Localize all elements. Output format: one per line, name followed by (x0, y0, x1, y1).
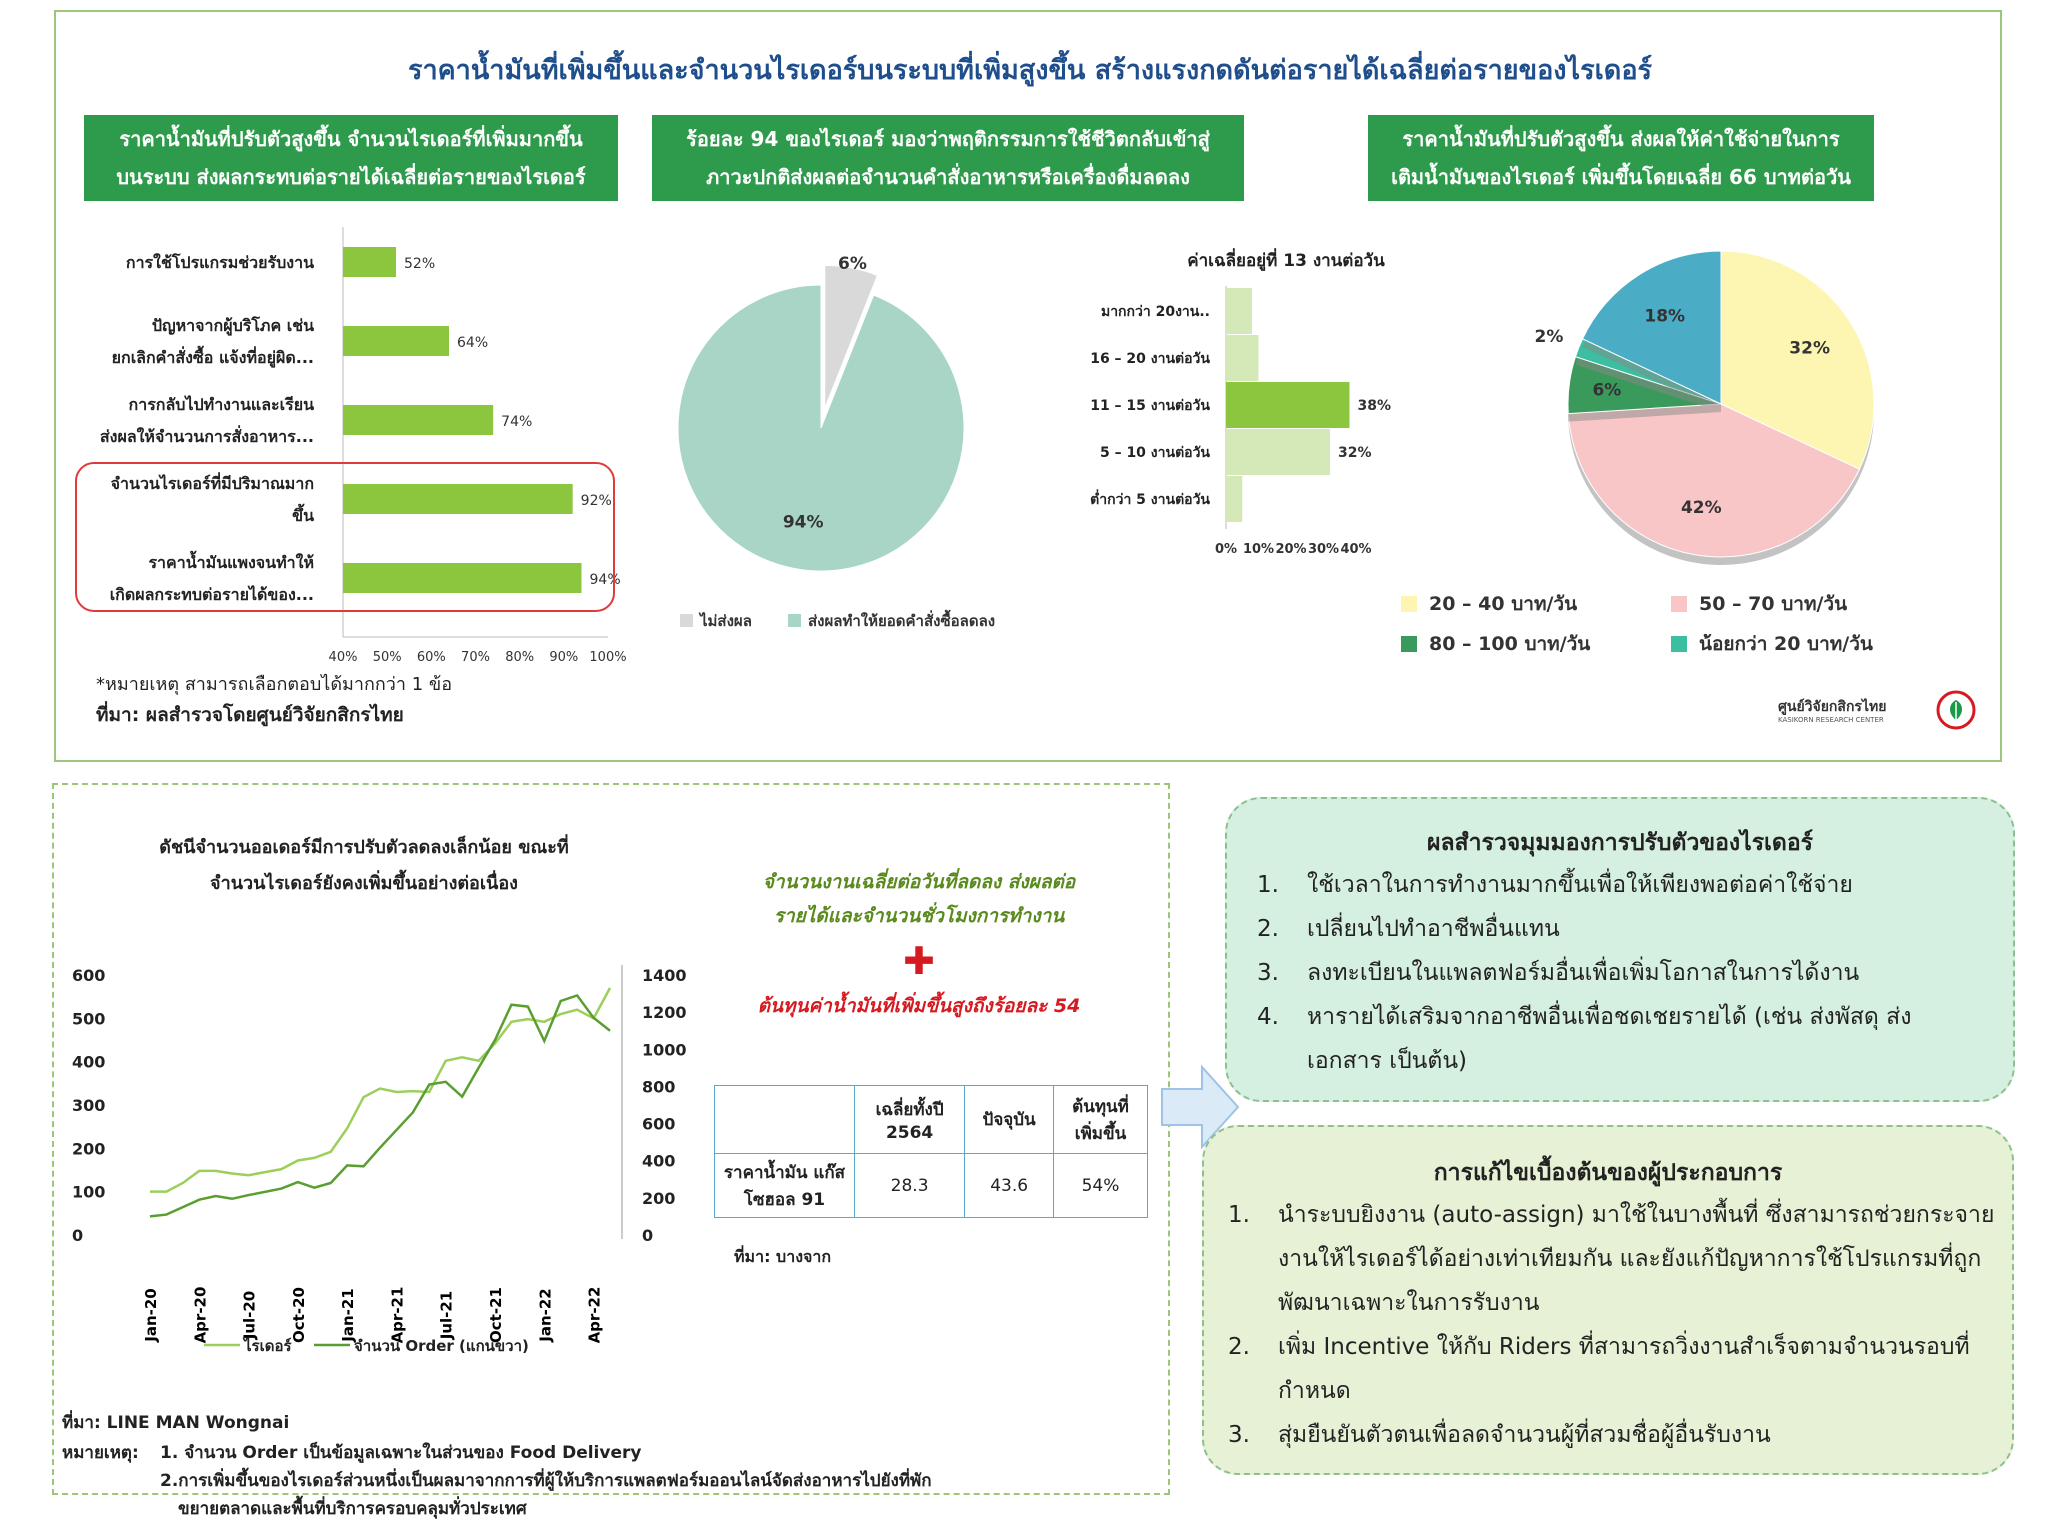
table-header-cell (855, 1086, 965, 1154)
legend-swatch (1401, 636, 1417, 652)
x-tick-label: 80% (505, 650, 535, 665)
legend-item (1671, 589, 1847, 619)
bar (343, 247, 396, 277)
x-tick-label: 0% (1214, 542, 1238, 557)
legend-label: ไรเดอร์ (244, 1337, 292, 1355)
table-row (715, 1154, 1148, 1218)
x-tick-label: 90% (549, 650, 579, 665)
operator-solutions-title: การแก้ไขเบื้องต้นของผู้ประกอบการ (1433, 1160, 1783, 1186)
list-text: หารายได้เสริมจากอาชีพอื่นเพื่อชดเชยรายได้ (เช่น ส่งพัสดุ ส่ง (1307, 1004, 1912, 1030)
slice-value-label: 6% (1592, 380, 1622, 401)
source-note: ที่มา: ผลสำรวจโดยศูนย์วิจัยกสิกรไทย (96, 704, 404, 726)
legend-label: 20 – 40 บาท/วัน (1429, 593, 1578, 615)
list-item (1228, 1325, 1998, 1369)
list-item-continued (1257, 1039, 1997, 1083)
list-item (1257, 863, 1997, 907)
legend-label: ไม่ส่งผล (700, 612, 752, 630)
x-tick-label: Apr-20 (191, 1286, 210, 1344)
category-label: การใช้โปรแกรมช่วยรับงาน (125, 253, 314, 272)
heading-box-2-line2: ภาวะปกติส่งผลต่อจำนวนคำสั่งอาหารหรือเครื่องดื่มลดลง (706, 165, 1190, 189)
cost-line-3: ต้นทุนค่าน้ำมันที่เพิ่มขึ้นสูงถึงร้อยละ 54 (757, 995, 1081, 1017)
bar (343, 326, 449, 356)
y-left-tick-label: 500 (72, 1009, 106, 1029)
heading-box-1-line1: ราคาน้ำมันที่ปรับตัวสูงขึ้น จำนวนไรเดอร์ที่เพิ่มมากขึ้น (119, 127, 583, 151)
y-right-tick-label: 800 (642, 1077, 676, 1097)
row-label-cell (715, 1154, 855, 1218)
legend-swatch (1401, 596, 1417, 612)
category-label: ยกเลิกคำสั่งซื้อ แจ้งที่อยู่ผิด... (111, 348, 314, 367)
x-tick-label: 30% (1307, 542, 1340, 557)
bar (1226, 382, 1350, 428)
bar (343, 563, 582, 593)
list-text: เปลี่ยนไปทำอาชีพอื่นแทน (1307, 916, 1560, 942)
operator-solutions-list (1228, 1193, 1998, 1457)
x-tick-label: 10% (1242, 542, 1275, 557)
x-tick-label: 60% (416, 650, 446, 665)
y-right-tick-label: 0 (642, 1226, 654, 1245)
category-label: มากกว่า 20งาน.. (1100, 304, 1210, 320)
slice-value-label: 6% (838, 253, 867, 274)
header-text: เพิ่มขึ้น (1074, 1123, 1127, 1144)
header-text: ปัจจุบัน (982, 1110, 1036, 1130)
kasikorn-logo (1778, 690, 1978, 740)
category-label: ปัญหาจากผู้บริโภค เช่น (151, 316, 314, 335)
header-text: ต้นทุนที่ (1072, 1096, 1129, 1117)
legend-swatch (1671, 596, 1687, 612)
footnote: *หมายเหตุ สามารถเลือกตอบได้มากกว่า 1 ข้อ (96, 674, 453, 695)
list-item (1257, 951, 1997, 995)
y-left-tick-label: 100 (72, 1182, 106, 1202)
x-tick-label: 100% (589, 650, 627, 665)
fuel-price-table (714, 1085, 1148, 1218)
leaf-logo-icon (1936, 690, 1976, 730)
category-label: ราคาน้ำมันแพงจนทำให้ (148, 553, 314, 572)
list-number: 2. (1257, 916, 1279, 942)
page-title: ราคาน้ำมันที่เพิ่มขึ้นและจำนวนไรเดอร์บนระบบที่เพิ่มสูงขึ้น สร้างแรงกดดันต่อรายได้เฉลี่ยต่อรายของไรเดอร์ (407, 55, 1653, 86)
cost-callout (704, 865, 1134, 1023)
heading-box-2-line1: ร้อยละ 94 ของไรเดอร์ มองว่าพฤติกรรมการใช้ชีวิตกลับเข้าสู่ (686, 127, 1210, 151)
legend-item (1671, 629, 1873, 659)
list-text: ลงทะเบียนในแพลตฟอร์มอื่นเพื่อเพิ่มโอกาสในการได้งาน (1307, 960, 1860, 986)
y-left-tick-label: 600 (72, 966, 106, 985)
bar-value-label: 38% (1357, 398, 1392, 414)
row-label-text: ราคาน้ำมัน แก๊ส (723, 1162, 846, 1183)
plus-icon: ✚ (903, 939, 935, 983)
bar (1226, 476, 1242, 522)
operator-solutions-box (1202, 1125, 2014, 1475)
list-text: งานให้ไรเดอร์ได้อย่างเท่าเทียมกัน และยังแก้ปัญหาการใช้โปรแกรมที่ถูก (1278, 1246, 1982, 1272)
list-text: เอกสาร เป็นต้น) (1307, 1048, 1468, 1074)
x-tick-label: 50% (372, 650, 402, 665)
line-note-1: 1. จำนวน Order เป็นข้อมูลเฉพาะในส่วนของ Food Delivery (160, 1443, 642, 1463)
legend-label: ส่งผลทำให้ยอดคำสั่งซื้อลดลง (808, 612, 996, 630)
legend-swatch (680, 614, 693, 627)
header-text: 2564 (885, 1123, 934, 1143)
line-note-3: ขยายตลาดและพื้นที่บริการครอบคลุมทั่วประเทศ (178, 1499, 527, 1519)
table-cell: 54% (1054, 1154, 1148, 1218)
list-number: 2. (1228, 1334, 1250, 1360)
x-tick-label: Oct-21 (487, 1287, 505, 1343)
line-note-label: หมายเหตุ: (62, 1443, 139, 1463)
list-text: พัฒนาเฉพาะในการรับงาน (1278, 1290, 1540, 1316)
x-tick-label: Apr-22 (585, 1286, 604, 1344)
category-label: จำนวนไรเดอร์ที่มีปริมาณมาก (110, 474, 314, 493)
cost-line-1: จำนวนงานเฉลี่ยต่อวันที่ลดลง ส่งผลต่อ (762, 871, 1076, 893)
heading-box-3-line2: เติมน้ำมันของไรเดอร์ เพิ่มขึ้นโดยเฉลี่ย 66 บาทต่อวัน (1391, 165, 1851, 189)
bar-value-label: 32% (1338, 445, 1372, 461)
heading-box-2 (652, 115, 1244, 201)
riders-orders-line-chart (54, 805, 687, 1415)
category-label: การกลับไปทำงานและเรียน (128, 395, 314, 414)
list-number: 3. (1257, 960, 1279, 986)
bar-value-label: 74% (501, 414, 533, 430)
y-right-tick-label: 600 (642, 1114, 676, 1134)
bottom-left-panel (52, 783, 1170, 1519)
list-text: นำระบบยิงงาน (auto-assign) มาใช้ในบางพื้นที่ ซึ่งสามารถช่วยกระจาย (1278, 1202, 1995, 1228)
x-tick-label: Apr-21 (388, 1286, 407, 1344)
x-tick-label: Jan-22 (536, 1288, 555, 1342)
list-item (1228, 1193, 1998, 1237)
series-line (150, 988, 610, 1192)
line-note-2: 2.การเพิ่มขึ้นของไรเดอร์ส่วนหนึ่งเป็นผลมาจากการที่ผู้ให้บริการแพลตฟอร์มออนไลน์จัดส่งอาหารไปยังที่พัก (160, 1471, 932, 1491)
bar (1226, 288, 1252, 334)
header-text: เฉลี่ยทั้งปี (875, 1100, 944, 1120)
rider-adaptation-title: ผลสำรวจมุมมองการปรับตัวของไรเดอร์ (1426, 830, 1814, 856)
y-right-tick-label: 400 (642, 1151, 676, 1171)
table-corner-cell (715, 1086, 855, 1154)
cost-line-2: รายได้และจำนวนชั่วโมงการทำงาน (773, 905, 1065, 927)
bar (343, 405, 493, 435)
table-header-cell (1054, 1086, 1148, 1154)
legend-swatch (788, 614, 801, 627)
list-text: ใช้เวลาในการทำงานมากขึ้นเพื่อให้เพียงพอต่อค่าใช้จ่าย (1307, 872, 1853, 898)
y-right-tick-label: 1400 (642, 966, 687, 985)
legend-label: 50 – 70 บาท/วัน (1699, 593, 1848, 615)
table-header-cell (965, 1086, 1054, 1154)
chart-title: ดัชนีจำนวนออเดอร์มีการปรับตัวลดลงเล็กน้อย ขณะที่ (159, 837, 569, 858)
list-text: เพิ่ม Incentive ให้กับ Riders ที่สามารถวิ่งงานสำเร็จตามจำนวนรอบที่ (1278, 1334, 1970, 1360)
bar (1226, 335, 1259, 381)
x-tick-label: 20% (1275, 542, 1307, 557)
list-number: 4. (1257, 1004, 1279, 1030)
legend-label: 80 – 100 บาท/วัน (1429, 633, 1591, 655)
heading-box-1-line2: บนระบบ ส่งผลกระทบต่อรายได้เฉลี่ยต่อรายของไรเดอร์ (116, 165, 586, 189)
heading-box-3-line1: ราคาน้ำมันที่ปรับตัวสูงขึ้น ส่งผลให้ค่าใช้จ่ายในการ (1402, 127, 1840, 151)
list-number: 3. (1228, 1422, 1250, 1448)
y-right-tick-label: 1200 (642, 1003, 687, 1023)
cost-source: ที่มา: บางจาก (734, 1247, 832, 1266)
rider-adaptation-list (1257, 863, 1997, 1083)
y-left-tick-label: 300 (72, 1096, 106, 1115)
bar-value-label: 94% (589, 572, 621, 588)
table-header-row (715, 1086, 1148, 1154)
list-item (1257, 995, 1997, 1039)
category-label: ต่ำกว่า 5 งานต่อวัน (1090, 492, 1210, 508)
category-label: ส่งผลให้จำนวนการสั่งอาหาร... (99, 427, 314, 446)
x-tick-label: Jan-21 (339, 1288, 358, 1342)
logo-subtext: KASIKORN RESEARCH CENTER (1778, 716, 1884, 724)
x-tick-label: Jul-21 (437, 1290, 456, 1340)
slice-value-label: 42% (1680, 498, 1722, 519)
chart-title: จำนวนไรเดอร์ยังคงเพิ่มขึ้นอย่างต่อเนื่อง (210, 873, 518, 894)
rider-adaptation-box (1225, 797, 2015, 1102)
y-left-tick-label: 0 (72, 1226, 84, 1245)
slice-value-label: 18% (1644, 306, 1686, 327)
legend-item (1401, 589, 1577, 619)
list-item-continued (1228, 1281, 1998, 1325)
slice-value-label: 94% (782, 512, 824, 533)
category-label: 5 – 10 งานต่อวัน (1099, 445, 1210, 461)
bar-value-label: 92% (580, 493, 612, 509)
slice-value-label: 2% (1534, 326, 1564, 347)
list-number: 1. (1228, 1202, 1250, 1228)
category-label: 16 – 20 งานต่อวัน (1090, 351, 1210, 367)
legend-label: น้อยกว่า 20 บาท/วัน (1699, 633, 1873, 655)
x-tick-label: 70% (461, 650, 490, 665)
bar-value-label: 52% (404, 256, 436, 272)
category-label: 11 – 15 งานต่อวัน (1090, 398, 1210, 414)
x-tick-label: Jan-20 (142, 1288, 160, 1342)
list-item-continued (1228, 1237, 1998, 1281)
x-tick-label: 40% (328, 650, 358, 665)
list-number: 1. (1257, 872, 1279, 898)
top-panel (54, 10, 2002, 762)
bar (1226, 429, 1330, 475)
category-label: เกิดผลกระทบต่อรายได้ของ... (109, 585, 314, 604)
list-text: กำหนด (1278, 1378, 1351, 1404)
y-left-tick-label: 400 (72, 1052, 106, 1072)
y-left-tick-label: 200 (72, 1139, 106, 1159)
legend-swatch (1671, 636, 1687, 652)
jobs-per-day-bar-chart (996, 232, 1392, 572)
list-item-continued (1228, 1369, 1998, 1413)
chart-title: ค่าเฉลี่ยอยู่ที่ 13 งานต่อวัน (1187, 251, 1385, 271)
legend-label: จำนวน Order (แกนขวา) (354, 1337, 529, 1355)
line-source: ที่มา: LINE MAN Wongnai (62, 1413, 290, 1433)
impact-bar-chart (56, 212, 627, 665)
y-right-tick-label: 200 (642, 1188, 676, 1208)
row-label-text: โซฮอล 91 (743, 1189, 826, 1210)
legend-item (1401, 629, 1590, 659)
list-text: สุ่มยืนยันตัวตนเพื่อลดจำนวนผู้ที่สวมชื่อผู้อื่นรับงาน (1278, 1422, 1771, 1448)
category-label: ขึ้น (292, 506, 314, 525)
heading-box-1 (84, 115, 618, 201)
x-tick-label: Jul-20 (240, 1290, 259, 1340)
fuel-cost-pie-chart (1446, 242, 1926, 582)
list-item (1257, 907, 1997, 951)
logo-text: ศูนย์วิจัยกสิกรไทย (1778, 699, 1887, 715)
bar (343, 484, 573, 514)
table-cell: 28.3 (855, 1154, 965, 1218)
list-item (1228, 1413, 1998, 1457)
x-tick-label: Oct-20 (289, 1287, 308, 1343)
bar-value-label: 64% (457, 335, 489, 351)
series-line (150, 995, 610, 1216)
x-tick-label: 40% (1340, 542, 1372, 557)
y-right-tick-label: 1000 (642, 1040, 687, 1060)
heading-box-3 (1368, 115, 1874, 201)
table-cell: 43.6 (965, 1154, 1054, 1218)
slice-value-label: 32% (1789, 338, 1831, 359)
